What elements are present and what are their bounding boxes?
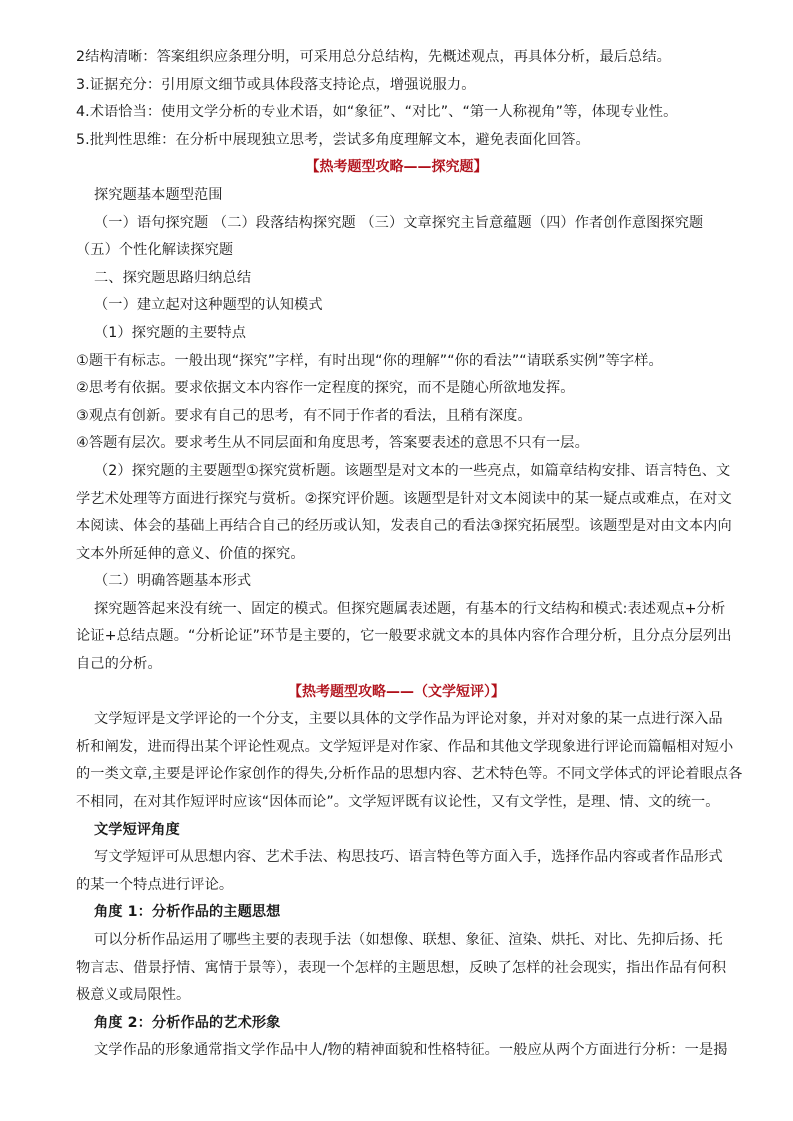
scope-line-1: （一）语句探究题 （二）段落结构探究题 （三）文章探究主旨意蕴题（四）作者创作意图探究题 — [94, 214, 704, 231]
feature-item: ①题干有标志。一般出现“探究”字样，有时出现“你的理解”“你的看法”“请联系实例”等字样。 — [76, 352, 663, 369]
scope-line-2: （五）个性化解读探究题 — [76, 242, 234, 259]
angle1-paragraph-line: 极意义或局限性。 — [76, 987, 191, 1004]
form-paragraph-line: 探究题答起来没有统一、固定的模式。但探究题属表述题，有基本的行文结构和模式:表述观点+分析 — [94, 600, 726, 617]
angle-paragraph-line: 的某一个特点进行评论。 — [76, 876, 234, 893]
list-point-evidence: 3.证据充分：引用原文细节或具体段落支持论点，增强说服力。 — [76, 76, 476, 93]
summary-title: 二、探究题思路归纳总结 — [94, 269, 252, 286]
intro-paragraph-line: 不相同，在对其作短评时应该“因体而论”。文学短评既有议论性，又有文学性，是理、情、文的统一。 — [76, 794, 720, 811]
angle2-title: 角度 2：分析作品的艺术形象 — [94, 1014, 281, 1031]
types-paragraph-line: 学艺术处理等方面进行探究与赏析。②探究评价题。该题型是针对文本阅读中的某一疑点或难点，在对文 — [76, 490, 732, 507]
features-title: （1）探究题的主要特点 — [94, 324, 247, 341]
list-point-structure: 2结构清晰：答案组织应条理分明，可采用总分总结构，先概述观点，再具体分析，最后总结。 — [76, 49, 671, 65]
angle2-paragraph-line: 文学作品的形象通常指文学作品中人/物的精神面貌和性格特征。一般应从两个方面进行分析：一是揭 — [94, 1042, 728, 1059]
model-title: （一）建立起对这种题型的认知模式 — [94, 297, 323, 314]
feature-item: ②思考有依据。要求依据文本内容作一定程度的探究，而不是随心所欲地发挥。 — [76, 380, 575, 397]
form-paragraph-line: 论证+总结点题。“分析论证”环节是主要的，它一般要求就文本的具体内容作合理分析，且分点分层列出 — [76, 628, 732, 645]
scope-title: 探究题基本题型范围 — [94, 186, 223, 203]
section-heading-duanping: 【热考题型攻略——（文学短评）】 — [288, 683, 505, 700]
angle1-paragraph-line: 可以分析作品运用了哪些主要的表现手法（如想像、联想、象征、渲染、烘托、对比、先抑后扬、托 — [94, 932, 723, 948]
form-title: （二）明确答题基本形式 — [94, 573, 252, 590]
intro-paragraph-line: 的一类文章,主要是评论作家创作的得失,分析作品的思想内容、艺术特色等。不同文学体式的评论着眼点各 — [76, 766, 743, 783]
angle1-paragraph-line: 物言志、借景抒情、寓情于景等），表现一个怎样的主题思想，反映了怎样的社会现实，指出作品有何积 — [76, 959, 727, 976]
types-paragraph-line: （2）探究题的主要题型①探究赏析题。该题型是对文本的一些亮点，如篇章结构安排、语言特色、文 — [94, 462, 731, 479]
intro-paragraph-line: 析和阐发，进而得出某个评论性观点。文学短评是对作家、作品和其他文学现象进行评论而篇幅相对短小 — [76, 738, 734, 755]
types-paragraph-line: 本阅读、体会的基础上再结合自己的经历或认知，发表自己的看法③探究拓展型。该题型是对由文本内向 — [76, 518, 732, 535]
angle-title: 文学短评角度 — [94, 821, 180, 838]
feature-item: ④答题有层次。要求考生从不同层面和角度思考，答案要表述的意思不只有一层。 — [76, 435, 589, 452]
list-point-critical-thinking: 5.批判性思维：在分析中展现独立思考，尝试多角度理解文本，避免表面化回答。 — [76, 131, 590, 148]
feature-item: ③观点有创新。要求有自己的思考，有不同于作者的看法，且稍有深度。 — [76, 407, 532, 424]
angle-paragraph-line: 写文学短评可从思想内容、艺术手法、构思技巧、语言特色等方面入手，选择作品内容或者作品形式 — [94, 849, 723, 866]
intro-paragraph-line: 文学短评是文学评论的一个分支，主要以具体的文学作品为评论对象，并对对象的某一点进行深入品 — [94, 711, 723, 728]
list-point-terminology: 4.术语恰当：使用文学分析的专业术语，如“象征”、“对比”、“第一人称视角”等，体现专业性。 — [76, 104, 678, 121]
angle1-title: 角度 1：分析作品的主题思想 — [94, 904, 281, 921]
types-paragraph-line: 文本外所延伸的意义、价值的探究。 — [76, 545, 305, 562]
form-paragraph-line: 自己的分析。 — [76, 656, 162, 673]
section-heading-tanjiu: 【热考题型攻略——探究题】 — [305, 159, 488, 176]
